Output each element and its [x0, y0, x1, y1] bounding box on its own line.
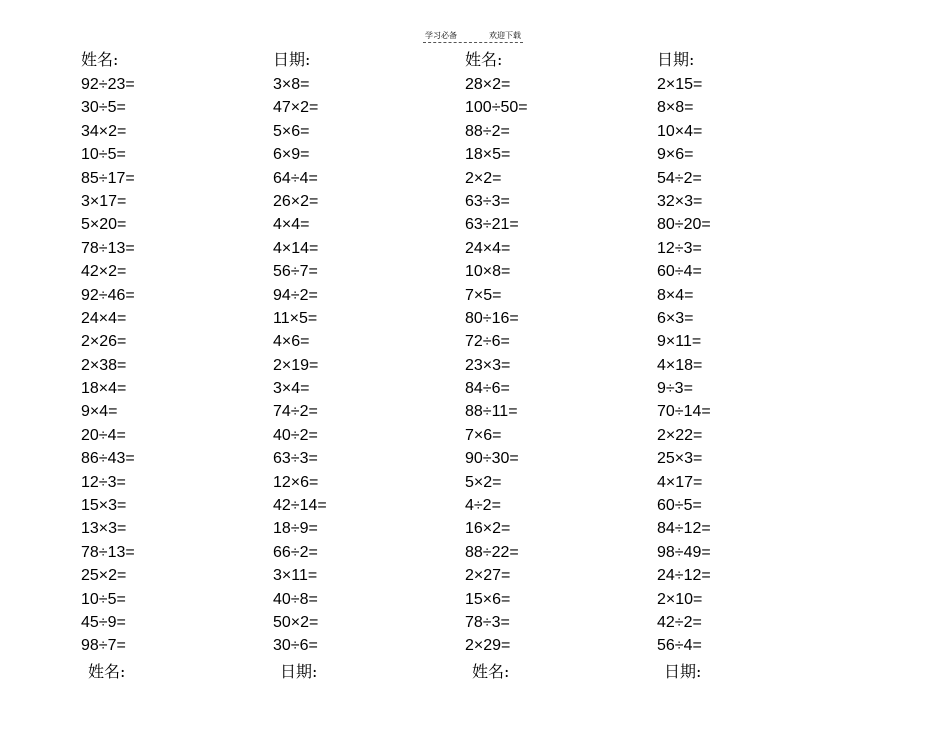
name-label: 姓名: [472, 662, 510, 681]
math-problem: 100÷50= [465, 99, 528, 117]
math-problem: 2×2= [465, 169, 502, 187]
math-problem: 5×20= [81, 216, 127, 234]
math-problem: 2×22= [657, 426, 703, 444]
math-problem: 3×17= [81, 192, 127, 210]
math-problem: 13×3= [81, 520, 127, 538]
math-problem: 12÷3= [81, 473, 126, 491]
math-problem: 88÷22= [465, 543, 519, 561]
math-problem: 50×2= [273, 613, 319, 631]
math-problem: 2×38= [81, 356, 127, 374]
math-problem: 42÷14= [273, 497, 327, 515]
math-problem: 24×4= [81, 309, 127, 327]
math-problem: 4×4= [273, 216, 310, 234]
math-problem: 20÷4= [81, 426, 126, 444]
math-problem: 66÷2= [273, 543, 318, 561]
math-problem: 63÷21= [465, 216, 519, 234]
math-problem: 70÷14= [657, 403, 711, 421]
math-problem: 5×6= [273, 122, 310, 140]
math-problem: 23×3= [465, 356, 511, 374]
math-problem: 85÷17= [81, 169, 135, 187]
date-label: 日期: [280, 662, 318, 681]
math-problem: 84÷12= [657, 520, 711, 538]
math-problem: 45÷9= [81, 613, 126, 631]
math-problem: 15×6= [465, 590, 511, 608]
math-problem: 5×2= [465, 473, 502, 491]
math-problem: 3×11= [273, 567, 318, 585]
math-problem: 90÷30= [465, 450, 519, 468]
math-problem: 25×2= [81, 567, 127, 585]
math-problem: 2×27= [465, 567, 511, 585]
math-problem: 9×6= [657, 146, 694, 164]
math-problem: 18×5= [465, 146, 511, 164]
math-problem: 24×4= [465, 239, 511, 257]
math-problem: 63÷3= [273, 450, 318, 468]
name-label: 姓名: [81, 50, 119, 69]
math-problem: 92÷23= [81, 76, 135, 93]
math-problem: 78÷3= [465, 613, 510, 631]
math-problem: 12×6= [273, 473, 319, 491]
math-problem: 94÷2= [273, 286, 318, 304]
math-problem: 16×2= [465, 520, 511, 538]
math-problem: 28×2= [465, 76, 511, 93]
math-problem: 78÷13= [81, 239, 135, 257]
math-problem: 15×3= [81, 497, 127, 515]
date-label: 日期: [657, 50, 695, 69]
math-problem: 4×18= [657, 356, 703, 374]
math-problem: 56÷4= [657, 637, 702, 655]
math-problem: 2×26= [81, 333, 127, 351]
math-problem: 63÷3= [465, 192, 510, 210]
math-problem: 30÷5= [81, 99, 126, 117]
math-problem: 84÷6= [465, 380, 510, 398]
math-problem: 6×3= [657, 309, 694, 327]
page-header [423, 28, 523, 43]
math-problem: 42÷2= [657, 613, 702, 631]
math-problem: 64÷4= [273, 169, 318, 187]
math-problem: 92÷46= [81, 286, 135, 304]
math-problem: 88÷2= [465, 122, 510, 140]
math-problem: 8×8= [657, 99, 694, 117]
math-problem: 3×8= [273, 76, 310, 93]
math-problem: 40÷8= [273, 590, 318, 608]
math-problem: 80÷20= [657, 216, 711, 234]
math-problem: 10÷5= [81, 146, 126, 164]
math-problem: 60÷4= [657, 263, 702, 281]
name-label: 姓名: [465, 50, 503, 69]
math-problem: 24÷12= [657, 567, 711, 585]
math-problem: 25×3= [657, 450, 703, 468]
math-problem: 88÷11= [465, 403, 518, 421]
math-problem: 60÷5= [657, 497, 702, 515]
math-problem: 7×6= [465, 426, 502, 444]
math-problem: 12÷3= [657, 239, 702, 257]
math-problem: 6×9= [273, 146, 310, 164]
problem-column-1 [81, 73, 261, 658]
date-label: 日期: [273, 50, 311, 69]
math-problem: 47×2= [273, 99, 319, 117]
math-problem: 86÷43= [81, 450, 135, 468]
math-problem: 8×4= [657, 286, 694, 304]
math-problem: 42×2= [81, 263, 127, 281]
math-problem: 98÷49= [657, 543, 711, 561]
math-problem: 4×17= [657, 473, 703, 491]
math-problem: 2×15= [657, 76, 703, 93]
math-problem: 18×4= [81, 380, 127, 398]
header-right-text: 欢迎下载 [489, 31, 521, 40]
math-problem: 9×11= [657, 333, 702, 351]
math-problem: 78÷13= [81, 543, 135, 561]
header-left-text: 学习必备 [425, 31, 457, 40]
math-problem: 4×14= [273, 239, 319, 257]
math-problem: 74÷2= [273, 403, 318, 421]
date-label: 日期: [664, 662, 702, 681]
math-problem: 2×29= [465, 637, 511, 655]
math-problem: 40÷2= [273, 426, 318, 444]
problem-column-2 [273, 73, 453, 658]
math-problem: 54÷2= [657, 169, 702, 187]
problem-column-3 [465, 73, 645, 658]
math-problem: 4÷2= [465, 497, 501, 515]
math-problem: 18÷9= [273, 520, 318, 538]
math-problem: 3×4= [273, 380, 310, 398]
problem-column-4 [657, 73, 837, 658]
math-problem: 72÷6= [465, 333, 510, 351]
math-problem: 30÷6= [273, 637, 318, 655]
math-problem: 32×3= [657, 192, 703, 210]
math-problem: 4×6= [273, 333, 310, 351]
math-problem: 2×19= [273, 356, 319, 374]
math-problem: 98÷7= [81, 637, 126, 655]
math-problem: 26×2= [273, 192, 319, 210]
math-problem: 9×4= [81, 403, 118, 421]
math-problem: 80÷16= [465, 309, 519, 327]
math-problem: 10×8= [465, 263, 511, 281]
math-problem: 56÷7= [273, 263, 318, 281]
math-problem: 2×10= [657, 590, 703, 608]
math-problem: 7×5= [465, 286, 502, 304]
math-problem: 10×4= [657, 122, 703, 140]
name-label: 姓名: [88, 662, 126, 681]
math-problem: 34×2= [81, 122, 127, 140]
math-problem: 9÷3= [657, 380, 693, 398]
math-problem: 11×5= [273, 309, 318, 327]
math-problem: 10÷5= [81, 590, 126, 608]
